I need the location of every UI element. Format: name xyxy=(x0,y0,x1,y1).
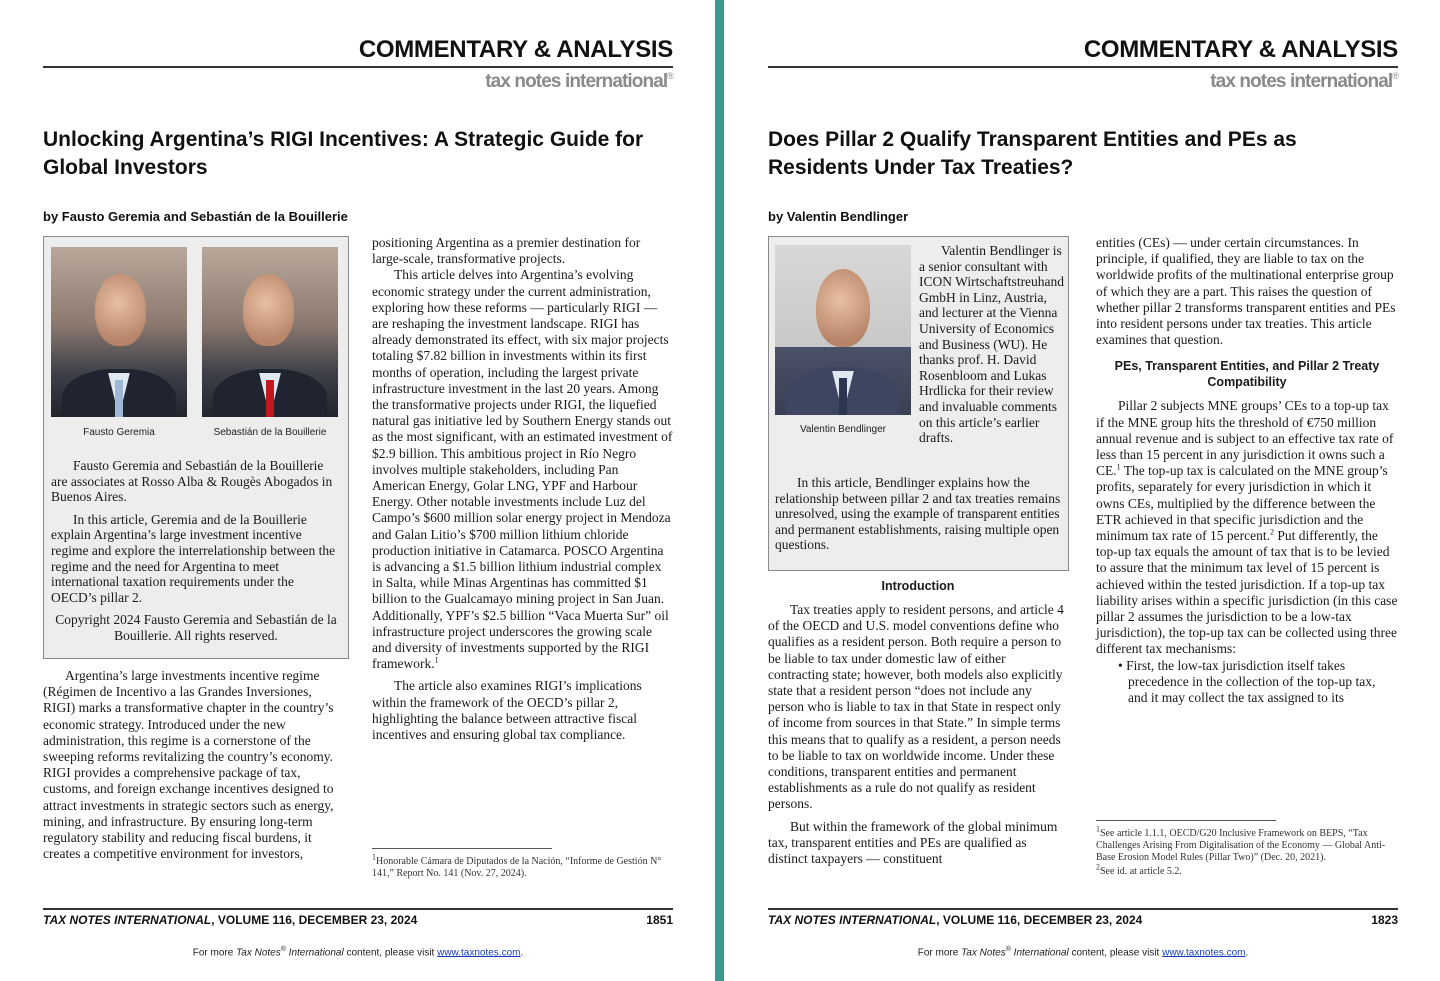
author-bio-box xyxy=(768,236,1069,571)
notice-text: content, please visit xyxy=(343,947,438,959)
notice-text: For more xyxy=(192,947,237,959)
footer-citation xyxy=(768,913,1142,927)
page-number: 1851 xyxy=(646,913,673,927)
footnote xyxy=(372,852,673,880)
copyright-notice: Copyright 2024 Fausto Geremia and Sebastián de la Bouillerie. All rights reserved. xyxy=(55,612,337,643)
footer-publication: TAX NOTES INTERNATIONAL xyxy=(768,913,937,927)
footer-citation xyxy=(43,913,417,927)
notice-brand-mark: ® xyxy=(1005,946,1011,953)
more-content-notice xyxy=(43,946,673,958)
body-paragraph: entities (CEs) — under certain circumstances. In principle, if qualified, they are liable to tax on the worldwide profits of the multinational enterprise group of which they are a part. This raises the question of whether pillar 2 transforms transparent entities and PEs into resident persons under tax treaties. This article examines that question. xyxy=(1096,235,1396,348)
notice-brand-suffix: International xyxy=(1010,947,1069,959)
author-photo xyxy=(775,245,911,415)
body-paragraph: But within the framework of the global minimum tax, transparent entities and PEs are qualified as distinct taxpayers — constituent xyxy=(768,818,1058,867)
footnote-text: See article 1.1.1, OECD/G20 Inclusive Framework on BEPS, “Tax Challenges Arising From Digitalisation of the Economy — Global Anti-Base Erosion Model Rules (Pillar Two)” (Dec. 20, 2021). xyxy=(1096,828,1386,863)
right-page xyxy=(768,0,1398,981)
author-bio-box xyxy=(43,236,349,659)
text-column-2 xyxy=(1096,235,1398,706)
article-title: Unlocking Argentina’s RIGI Incentives: A Strategic Guide for Global Investors xyxy=(43,128,644,179)
left-page xyxy=(43,0,673,981)
bio-paragraph: Fausto Geremia and Sebastián de la Bouillerie are associates at Rosso Alba & Rougès Abogados in Buenos Aires. xyxy=(51,458,333,505)
section-heading: COMMENTARY & ANALYSIS xyxy=(1083,36,1398,63)
section-heading: PEs, Transparent Entities, and Pillar 2 Treaty Compatibility xyxy=(1114,359,1380,390)
text-column-1 xyxy=(43,668,345,862)
article-title: Does Pillar 2 Qualify Transparent Entities and PEs as Residents Under Tax Treaties? xyxy=(768,128,1297,179)
notice-brand: Tax Notes xyxy=(961,947,1006,959)
footnote-mark: 1 xyxy=(1096,824,1100,834)
author-photo xyxy=(202,247,338,417)
footer-volume: , VOLUME 116, DECEMBER 23, 2024 xyxy=(211,913,418,927)
footnote-text: See id. at article 5.2. xyxy=(1100,866,1182,877)
brand-name: tax notes international xyxy=(485,71,668,92)
notice-brand-suffix: International xyxy=(285,947,344,959)
notice-brand-mark: ® xyxy=(280,946,286,953)
list-item: • First, the low-tax jurisdiction itself takes precedence in the collection of the top-up tax, and it may collect the tax assigned to its xyxy=(1118,657,1376,706)
body-text: This article delves into Argentina’s evolving economic strategy under the current administration, exploring how these reforms — particularly RIGI — are reshaping the investment landscape. RIGI has already demonstrated its effect, with six major projects totaling $7.82 billion in investments within its first months of operation, including the largest private infrastructure investment in the last 20 years. Among the transformative projects under RIGI, the liquefied natural gas initiative led by Southern Energy stands out as the most significant, with an estimated investment of $2.9 billion. This ambitious project in Río Negro involves multiple stakeholders, including Pan American Energy, Golar LNG, YPF and Harbour Energy. Other notable investments include Luz del Campo’s $600 million solar energy project in Mendoza and Galan Litio’s $700 million lithium chloride production initiative in Catamarca. POSCO Argentina is advancing a $1.5 billion lithium industrial complex in Salta, while Minas Argentinas has committed $1 billion to the Gualcamayo mining project in San Juan. Additionally, YPF’s $2.5 billion “Vaca Muerta Sur” oil infrastructure project underscores the growing scale and diversity of investments supported by the RIGI framework. xyxy=(372,267,673,672)
author-photo xyxy=(51,247,187,417)
section-heading-introduction: Introduction xyxy=(881,579,955,593)
more-content-notice xyxy=(768,946,1398,958)
body-paragraph xyxy=(1096,398,1398,657)
byline: by Fausto Geremia and Sebastián de la Bouillerie xyxy=(43,209,348,224)
body-paragraph: Argentina’s large investments incentive regime (Régimen de Incentivo a las Grandes Inversiones, RIGI) marks a transformative chapter in the country’s economic strategy. Introduced under the new administration, this regime is a cornerstone of the sweeping reforms revitalizing the country’s economy. RIGI provides a comprehensive package of tax, customs, and foreign exchange incentives designed to attract investments in strategic sectors such as energy, mining, and infrastructure. By ensuring long-term regulatory stability and reducing fiscal burdens, it creates a competitive environment for investors, xyxy=(43,668,334,862)
footnote-ref[interactable]: 1 xyxy=(434,655,439,665)
footnote xyxy=(1096,824,1398,864)
brand-logo xyxy=(485,71,673,93)
page-divider xyxy=(715,0,724,981)
footer-volume: , VOLUME 116, DECEMBER 23, 2024 xyxy=(936,913,1143,927)
footer-publication: TAX NOTES INTERNATIONAL xyxy=(43,913,212,927)
body-paragraph: positioning Argentina as a premier destination for large-scale, transformative projects. xyxy=(372,235,641,267)
body-paragraph: The article also examines RIGI’s implications within the framework of the OECD’s pillar 2, highlighting the balance between attractive fiscal incentives and ensuring global tax compliance. xyxy=(372,678,642,743)
bio-paragraph: In this article, Bendlinger explains how the relationship between pillar 2 and tax treaties remains unresolved, using the example of transparent entities and permanent establishments, raising multiple open questions. xyxy=(775,475,1061,553)
footnote-text: Honorable Cámara de Diputados de la Nación, “Informe de Gestión N° 141,” Report No. 141 (Nov. 27, 2024). xyxy=(372,856,662,879)
text-column-2 xyxy=(372,235,673,743)
taxnotes-link[interactable]: www.taxnotes.com xyxy=(437,947,521,959)
footer-rule xyxy=(43,908,673,910)
byline: by Valentin Bendlinger xyxy=(768,209,909,224)
taxnotes-link[interactable]: www.taxnotes.com xyxy=(1162,947,1246,959)
footnote-rule xyxy=(1096,820,1276,821)
page-number: 1823 xyxy=(1371,913,1398,927)
body-paragraph: Tax treaties apply to resident persons, and article 4 of the OECD and U.S. model conventions define who qualifies as a resident person. Both require a person to be liable to tax under domestic law of either contracting state; however, both models also explicitly state that a resident person “does not include any person who is liable to tax in that State in respect only of income from sources in that State.” In simple terms this means that to qualify as a resident, a person needs to be liable to tax on worldwide income. Under these conditions, transparent entities and permanent establishments as a rule do not qualify as resident persons. xyxy=(768,602,1064,812)
footnote-ref[interactable]: 2 xyxy=(1269,527,1274,537)
section-heading: COMMENTARY & ANALYSIS xyxy=(358,36,673,63)
footnote-ref[interactable]: 1 xyxy=(1116,462,1121,472)
bio-paragraph: Valentin Bendlinger is a senior consultant with ICON Wirtschaftstreuhand GmbH in Linz, Austria, and lecturer at the Vienna University of Economics and Business (WU). He thanks prof. H. David Rosenbloom and Lukas Hrdlicka for their review and invaluable comments on this article’s earlier drafts. xyxy=(919,243,1065,446)
header-rule xyxy=(43,66,673,68)
footnote-mark: 1 xyxy=(372,852,376,862)
body-paragraph xyxy=(372,267,673,672)
brand-name: tax notes international xyxy=(1210,71,1393,92)
notice-text: . xyxy=(520,947,524,959)
body-text: The top-up tax is calculated on the MNE group’s profits, separately for every jurisdiction in which it owns CEs, multiplied by the difference between the ETR achieved in that specific jurisdiction and the minimum tax rate of 15 percent. xyxy=(1096,463,1388,544)
body-text: Put differently, the top-up tax equals the amount of tax that is to be levied to assure that the minimum tax level of 15 percent is achieved within the tested jurisdiction. If a top-up tax liability arises within a specific jurisdiction (in this case pillar 2 assumes the jurisdiction to be a low-tax jurisdiction), the top-up tax can be collected using three different tax mechanisms: xyxy=(1096,528,1398,657)
photo-caption: Sebastián de la Bouillerie xyxy=(213,427,327,438)
brand-mark: ® xyxy=(667,71,673,81)
notice-brand: Tax Notes xyxy=(236,947,281,959)
text-column-1 xyxy=(768,578,1068,867)
bio-text xyxy=(51,458,341,644)
notice-text: content, please visit xyxy=(1068,947,1163,959)
bio-text xyxy=(919,243,1065,446)
notice-text: . xyxy=(1245,947,1249,959)
footer-rule xyxy=(768,908,1398,910)
photo-caption: Valentin Bendlinger xyxy=(800,424,886,435)
header-rule xyxy=(768,66,1398,68)
body-text: Pillar 2 subjects MNE groups’ CEs to a top-up tax if the MNE group hits the threshold of €750 million annual revenue and is subject to an effective tax rate of less than 15 percent in any jurisdiction it owns such a CE. xyxy=(1096,398,1394,479)
footnote xyxy=(1096,862,1398,878)
photo-caption: Fausto Geremia xyxy=(83,427,155,438)
notice-text: For more xyxy=(917,947,962,959)
mechanism-list xyxy=(1118,658,1398,707)
bio-paragraph: In this article, Geremia and de la Bouillerie explain Argentina’s large investment incentive regime and explore the interrelationship between the regime and the need for Argentina to meet international taxation requirements under the OECD’s pillar 2. xyxy=(51,511,336,605)
brand-logo xyxy=(1210,71,1398,93)
footnote-mark: 2 xyxy=(1096,862,1100,872)
brand-mark: ® xyxy=(1392,71,1398,81)
bio-text xyxy=(775,475,1065,553)
footnote-rule xyxy=(372,848,552,849)
